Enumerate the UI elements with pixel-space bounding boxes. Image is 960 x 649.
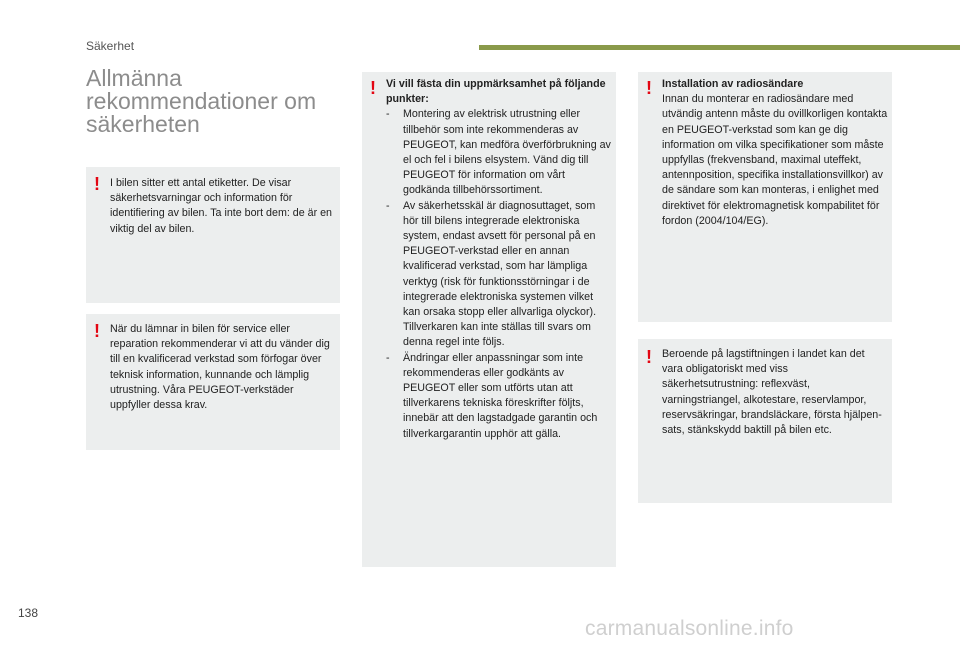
page-title-line: rekommendationer om — [86, 88, 317, 114]
warning-box-labels — [86, 167, 340, 303]
warning-text: Beroende på lagstiftningen i landet kan det vara obligatoriskt med viss säkerhetsutrustning: reflexväst, varningstriangel, alkotestare, reservlampor, reservsäkringar, brandsläckare, första hjälpen-sats, stänkskydd baktill på bilen etc. — [662, 348, 882, 437]
page-title-line: Allmänna — [86, 65, 182, 91]
list-item — [386, 199, 612, 351]
warning-icon: ! — [646, 347, 652, 367]
warning-box-service — [86, 314, 340, 450]
warning-icon: ! — [94, 174, 100, 194]
warning-box-safety-equipment — [638, 339, 892, 503]
list-dash: - — [386, 351, 390, 364]
page-number: 138 — [18, 606, 39, 620]
warning-icon: ! — [646, 78, 652, 98]
list-item-text: Av säkerhetsskäl är diagnosuttaget, som hör till bilens integrerade elektroniska system, endast avsett för personal på en PEUGEOT-verkstad eller en annan kvalificerad verkstad, som har lämpliga verktyg (risk för funktionsstörningar i de integrerade elektroniska systemen vilket kan orsaka stopp eller allvarliga olyckor). Tillverkaren kan inte ställas till svars om denna regel inte följs. — [403, 199, 597, 349]
warning-icon: ! — [370, 78, 376, 98]
list-item-text: Montering av elektrisk utrustning eller tillbehör som inte rekommenderas av PEUGEOT, kan medföra överförbrukning av el och fel i bilens elsystem. Vänd dig till PEUGEOT för information om vårt godkända tillbehörssortiment. — [403, 108, 611, 197]
list-dash: - — [386, 199, 390, 212]
watermark: carmanualsonline.info — [585, 617, 794, 640]
warning-text: När du lämnar in bilen för service eller reparation rekommenderar vi att du vänder dig till en kvalificerad verkstad som förfogar över teknisk information, kunnande och lämplig utrustning. Våra PEUGEOT-verkstäder uppfyller dessa krav. — [110, 323, 330, 412]
list-item — [386, 351, 612, 442]
warning-heading: Installation av radiosändare — [662, 78, 804, 90]
warning-text: I bilen sitter ett antal etiketter. De visar säkerhetsvarningar och information för identifiering av bilen. Ta inte bort dem: de är en viktig del av bilen. — [110, 177, 332, 235]
list-dash: - — [386, 108, 390, 121]
warning-icon: ! — [94, 321, 100, 341]
warning-heading: Vi vill fästa din uppmärksamhet på följande punkter: — [386, 78, 606, 106]
warning-text: Innan du monterar en radiosändare med utvändig antenn måste du ovillkorligen kontakta en PEUGEOT-verkstad som kan ge dig information om vilka specifikationer som måste uppfyllas (frekvensband, maximal uteffekt, antennposition, specifika installationsvillkor) av de sändare som kan monteras, i enlighet med direktivet för elektromagnetisk kompabilitet för fordon (2004/104/EG). — [662, 93, 888, 227]
list-item — [386, 107, 612, 198]
warning-box-radio-transmitter — [638, 72, 892, 322]
warning-box-attention — [362, 72, 616, 567]
page-title — [86, 67, 346, 136]
warning-list — [386, 107, 612, 441]
list-item-text: Ändringar eller anpassningar som inte rekommenderas eller godkänts av PEUGEOT eller som utförts utan att tillverkarens tekniska föreskrifter följts, innebär att den lagstadgade garantin och tillverkargarantin upphör att gälla. — [403, 351, 598, 440]
page-title-line: säkerheten — [86, 111, 200, 137]
section-color-bar — [479, 45, 960, 50]
section-label: Säkerhet — [86, 39, 135, 53]
